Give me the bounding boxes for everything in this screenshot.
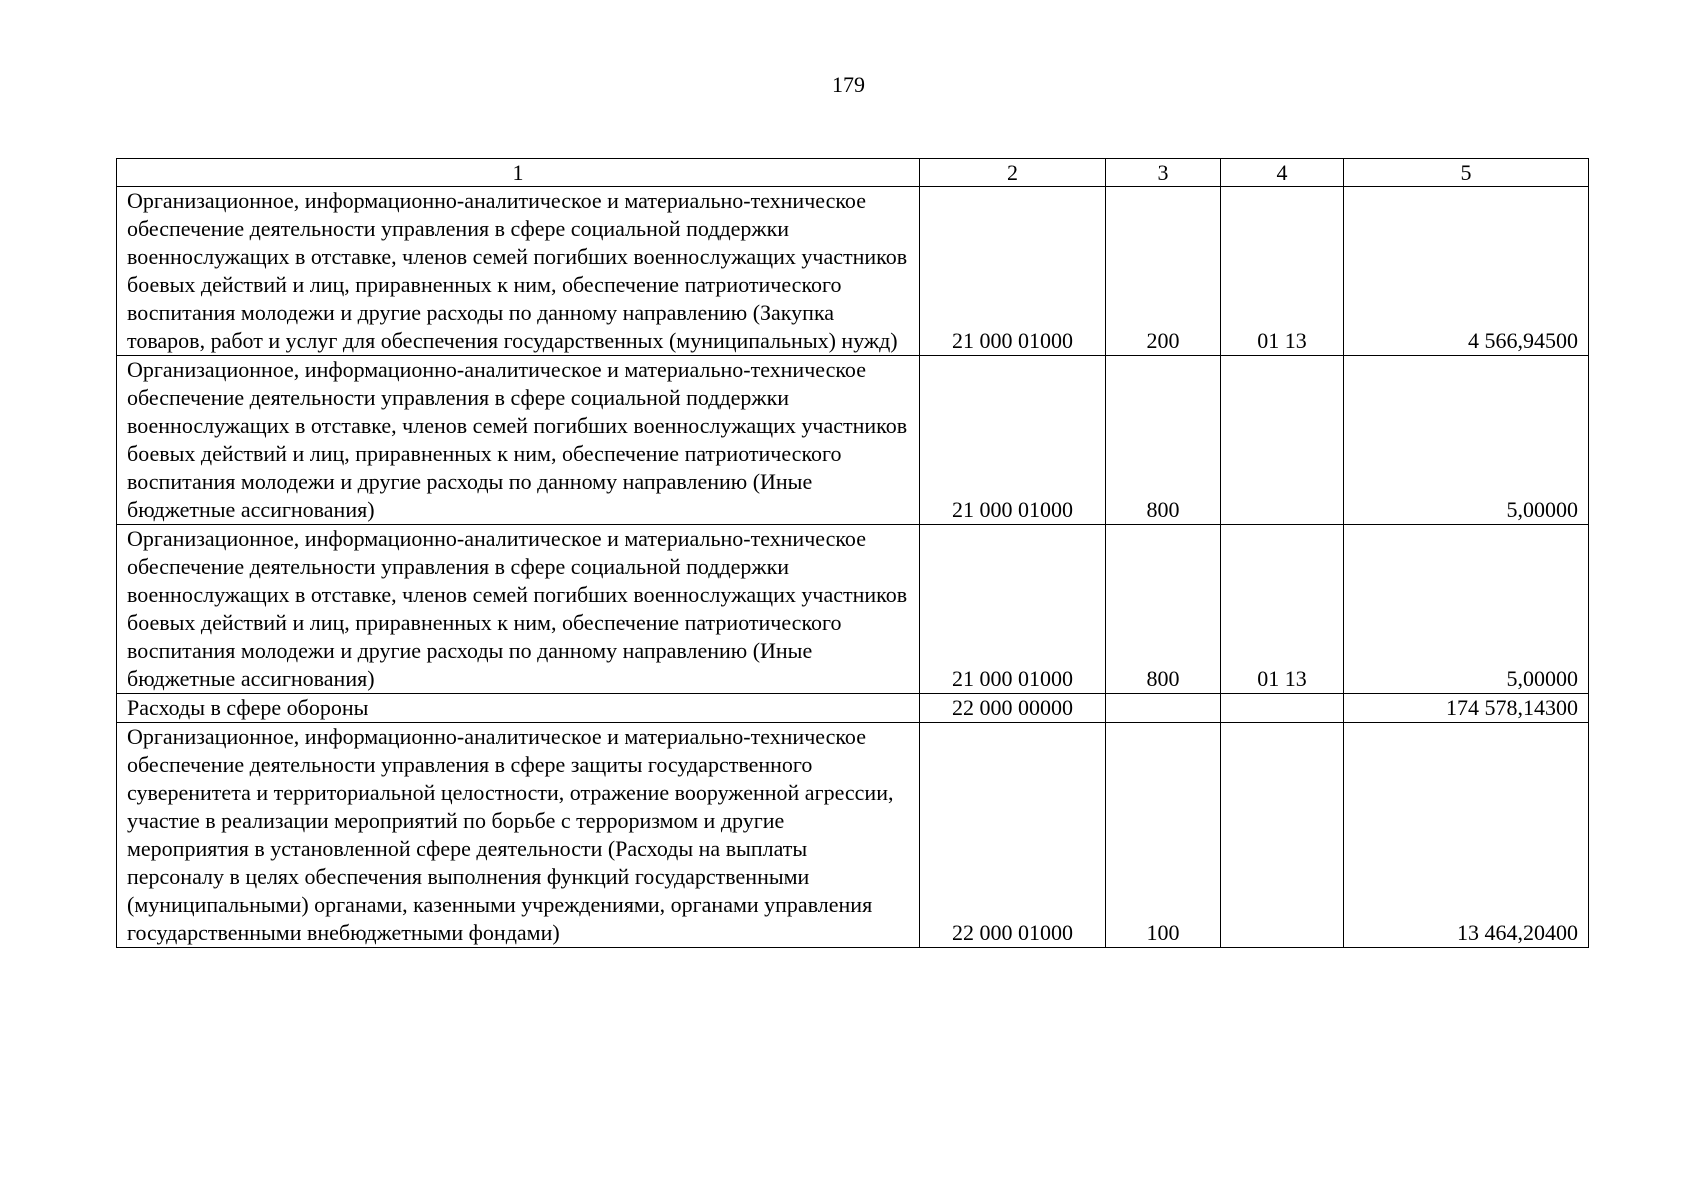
row-section: 01 13 xyxy=(1221,525,1344,694)
row-type xyxy=(1106,694,1221,723)
row-section xyxy=(1221,694,1344,723)
row-amount: 5,00000 xyxy=(1344,525,1589,694)
table-row xyxy=(117,723,1589,948)
table-header-row xyxy=(117,159,1589,187)
row-section: 01 13 xyxy=(1221,187,1344,356)
page-number: 179 xyxy=(832,72,865,97)
row-code: 22 000 00000 xyxy=(920,694,1106,723)
row-description: Организационное, информационно-аналитическое и материально-техническое обеспечение деятельности управления в сфере социальной поддержки военнослужащих в отставке, членов семей погибших военнослужащих участников боевых действий и лиц, приравненных к ним, обеспечение патриотического воспитания молодежи и другие расходы по данному направлению (Иные бюджетные ассигнования) xyxy=(117,356,920,525)
row-type: 800 xyxy=(1106,356,1221,525)
row-description: Расходы в сфере обороны xyxy=(117,694,920,723)
table-row xyxy=(117,525,1589,694)
row-code: 21 000 01000 xyxy=(920,356,1106,525)
row-description: Организационное, информационно-аналитическое и материально-техническое обеспечение деятельности управления в сфере социальной поддержки военнослужащих в отставке, членов семей погибших военнослужащих участников боевых действий и лиц, приравненных к ним, обеспечение патриотического воспитания молодежи и другие расходы по данному направлению (Закупка товаров, работ и услуг для обеспечения государственных (муниципальных) нужд) xyxy=(117,187,920,356)
row-amount: 4 566,94500 xyxy=(1344,187,1589,356)
row-type: 800 xyxy=(1106,525,1221,694)
row-code: 22 000 01000 xyxy=(920,723,1106,948)
column-header-5: 5 xyxy=(1344,159,1589,187)
row-type: 100 xyxy=(1106,723,1221,948)
row-description: Организационное, информационно-аналитическое и материально-техническое обеспечение деятельности управления в сфере защиты государственного суверенитета и территориальной целостности, отражение вооруженной агрессии, участие в реализации мероприятий по борьбе с терроризмом и другие мероприятия в установленной сфере деятельности (Расходы на выплаты персоналу в целях обеспечения выполнения функций государственными (муниципальными) органами, казенными учреждениями, органами управления государственными внебюджетными фондами) xyxy=(117,723,920,948)
row-amount: 174 578,14300 xyxy=(1344,694,1589,723)
row-amount: 13 464,20400 xyxy=(1344,723,1589,948)
row-type: 200 xyxy=(1106,187,1221,356)
row-code: 21 000 01000 xyxy=(920,525,1106,694)
row-code: 21 000 01000 xyxy=(920,187,1106,356)
table-row xyxy=(117,187,1589,356)
row-section xyxy=(1221,723,1344,948)
column-header-4: 4 xyxy=(1221,159,1344,187)
row-section xyxy=(1221,356,1344,525)
column-header-2: 2 xyxy=(920,159,1106,187)
column-header-1: 1 xyxy=(117,159,920,187)
table-row xyxy=(117,694,1589,723)
column-header-3: 3 xyxy=(1106,159,1221,187)
row-description: Организационное, информационно-аналитическое и материально-техническое обеспечение деятельности управления в сфере социальной поддержки военнослужащих в отставке, членов семей погибших военнослужащих участников боевых действий и лиц, приравненных к ним, обеспечение патриотического воспитания молодежи и другие расходы по данному направлению (Иные бюджетные ассигнования) xyxy=(117,525,920,694)
row-amount: 5,00000 xyxy=(1344,356,1589,525)
budget-table xyxy=(116,158,1589,948)
table-row xyxy=(117,356,1589,525)
